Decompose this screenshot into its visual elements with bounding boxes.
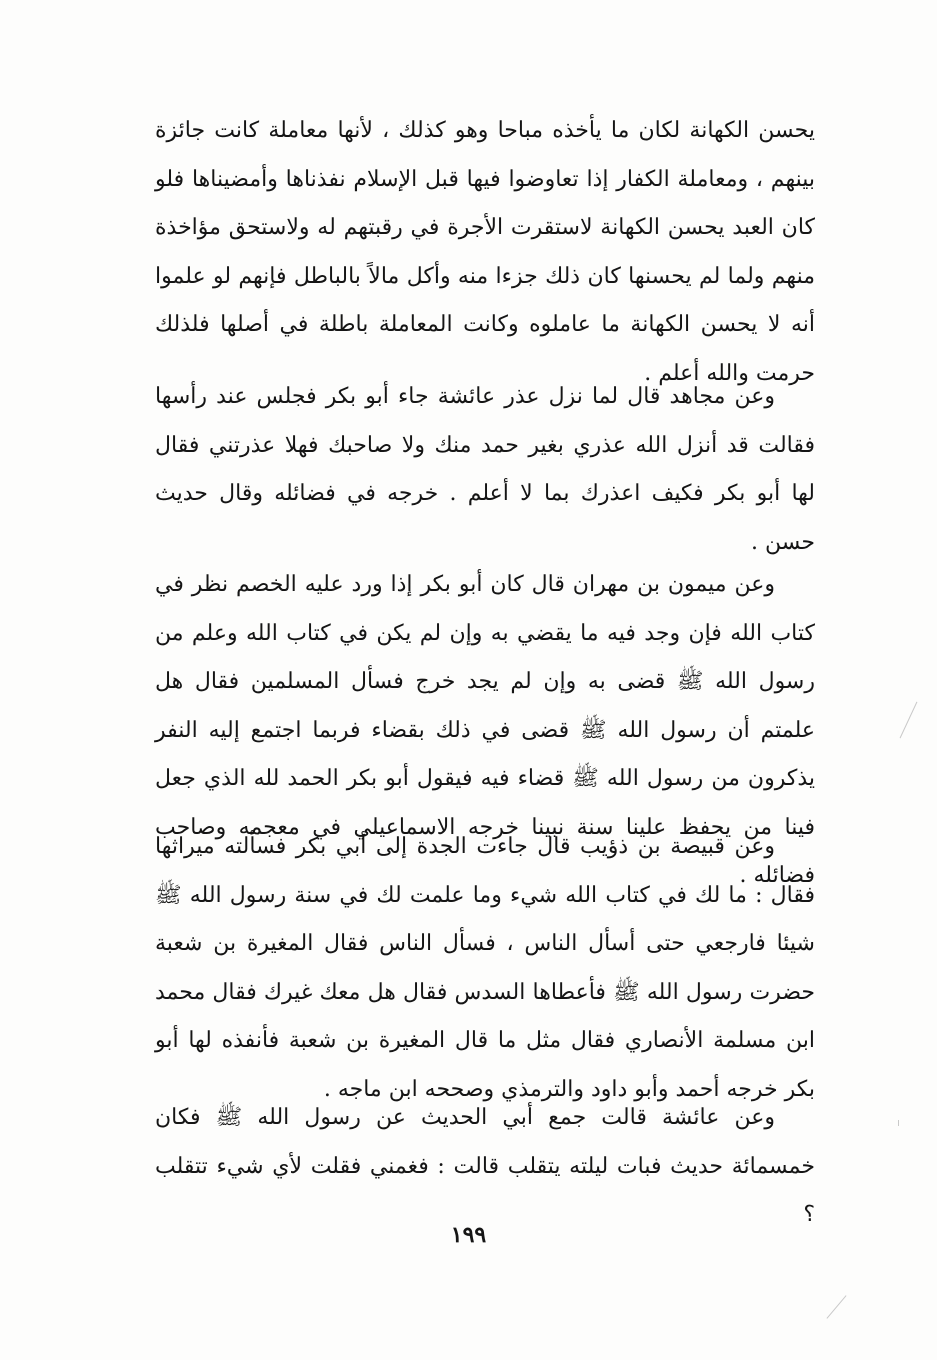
scan-artifact [826, 1295, 846, 1319]
paragraph-mujahid [155, 373, 815, 567]
paragraph-text: وعن عائشة قالت جمع أبي الحديث عن رسول الله ﷺ فكان خمسمائة حديث فبات ليلته يتقلب قالت : فغمني فقلت لأي شيء تتقلب ؟ [155, 1105, 815, 1227]
paragraph-aisha [155, 1094, 815, 1240]
scan-artifact [900, 702, 918, 739]
paragraph-text: وعن قبيصة بن ذؤيب قال جاءت الجدة إلى أبي بكر فسألته ميراثها فقال : ما لك في كتاب الله شيء وما علمت لك في سنة رسول الله ﷺ شيئا فارجعي حتى أسأل الناس ، فسأل الناس فقال المغيرة بن شعبة حضرت رسول الله ﷺ فأعطاها السدس فقال هل معك غيرك فقال محمد ابن مسلمة الأنصاري فقال مثل ما قال المغيرة بن شعبة فأنفذه لها أبو بكر خرجه أحمد وأبو داود والترمذي وصححه ابن ماجه . [155, 834, 815, 1102]
paragraph-text: وعن ميمون بن مهران قال كان أبو بكر إذا ورد عليه الخصم نظر في كتاب الله فإن وجد فيه ما يقضي به وإن لم يكن في كتاب الله وعلم من رسول الله ﷺ قضى به وإن لم يجد خرج فسأل المسلمين فقال هل علمتم أن رسول الله ﷺ قضى في ذلك بقضاء فربما اجتمع إليه النفر يذكرون من رسول الله ﷺ قضاء فيه فيقول أبو بكر الحمد لله الذي جعل فينا من يحفظ علينا سنة نبينا خرجه الاسماعيلي في معجمه وصاحب فضائله . [155, 572, 815, 888]
paragraph-qabisa [155, 823, 815, 1114]
scan-artifact [898, 1120, 899, 1126]
page-number: ١٩٩ [450, 1222, 487, 1248]
paragraph-text: يحسن الكهانة لكان ما يأخذه مباحا وهو كذلك ، لأنها معاملة كانت جائزة بينهم ، ومعاملة الكفار إذا تعاوضوا فيها قبل الإسلام نفذناها وأمضيناها فلو كان العبد يحسن الكهانة لاستقرت الأجرة في رقبتهم له ولاستحق مؤاخذة منهم ولما لم يحسنها كان ذلك جزءا منه وأكل مالاً بالباطل فإنهم لو علموا أنه لا يحسن الكهانة ما عاملوه وكانت المعاملة باطلة في أصلها فلذلك حرمت والله أعلم . [155, 118, 815, 386]
paragraph-text: وعن مجاهد قال لما نزل عذر عائشة جاء أبو بكر فجلس عند رأسها فقالت قد أنزل الله عذري بغير حمد منك ولا صاحبك فهلا عذرتني فقال لها أبو بكر فكيف اعذرك بما لا أعلم . خرجه في فضائله وقال حديث حسن . [155, 384, 815, 555]
paragraph-continuation [155, 107, 815, 398]
